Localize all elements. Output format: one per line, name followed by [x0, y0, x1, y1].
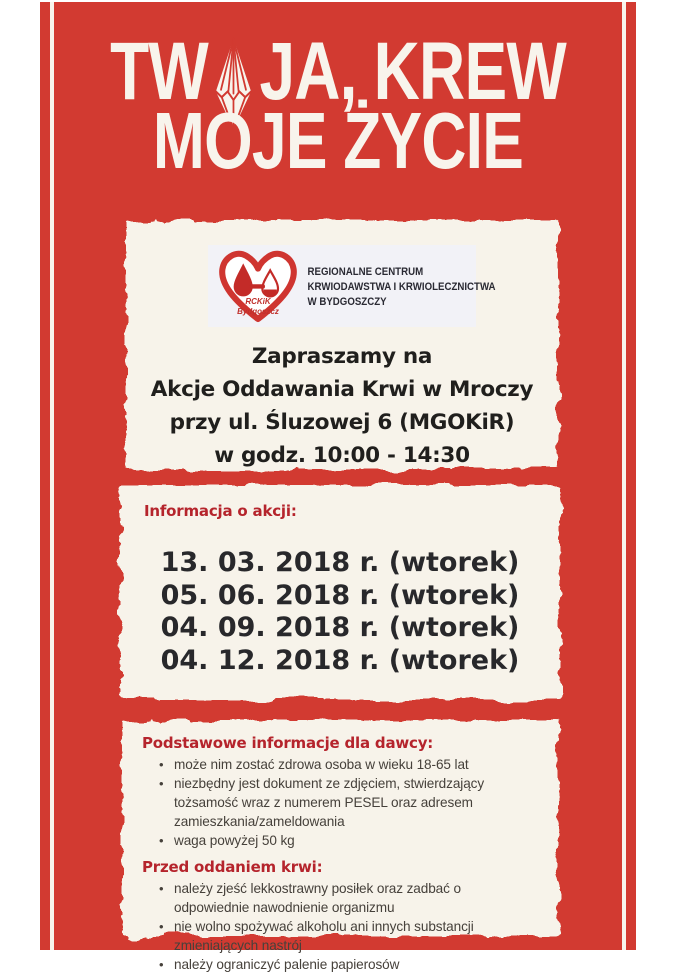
title-line1-pre: TW: [110, 26, 208, 117]
title-line-1: [106, 26, 571, 117]
title-line-2: MOJE ŻYCIE: [152, 96, 524, 185]
action-dates-list: [120, 547, 560, 677]
bullet-item: • należy zjeść lekkostrawny posiłek oraz zadbać o odpowiednie nawodnienie organizmu: [172, 879, 538, 917]
organization-name: [304, 263, 496, 310]
bullet-item: • może nim zostać zdrowa osoba w wieku 18-65 lat: [172, 755, 538, 774]
rckik-heart-logo: [212, 246, 304, 326]
invitation-line: Zapraszamy na: [251, 344, 433, 369]
action-dates-panel: [120, 485, 560, 700]
donor-info-list: [142, 755, 538, 850]
org-name-line: KRWIODAWSTWA I KRWIOLECZNICTWA: [307, 280, 496, 293]
poster-title: [40, 26, 636, 185]
date-item: 05. 06. 2018 r. (wtorek): [160, 579, 520, 611]
org-name-line: REGIONALNE CENTRUM: [307, 265, 424, 278]
invitation-line: Akcje Oddawania Krwi w Mroczy: [150, 377, 534, 402]
org-name-line: W BYDGOSZCZY: [307, 295, 387, 308]
pre-donation-heading: Przed oddaniem krwi:: [142, 858, 323, 876]
logo-caption-rckik: RCKiK: [245, 297, 271, 306]
date-item: 04. 12. 2018 r. (wtorek): [160, 644, 520, 676]
invitation-text: [126, 340, 558, 472]
donor-guidelines-panel: [122, 720, 558, 972]
title-line1-post: JA, KREW: [259, 26, 566, 117]
poster-background: [40, 2, 636, 972]
donor-info-heading: Podstawowe informacje dla dawcy:: [142, 734, 434, 752]
action-info-heading: Informacja o akcji:: [144, 502, 297, 520]
logo-caption-city: Bydgoszcz: [237, 307, 279, 316]
date-item: 04. 09. 2018 r. (wtorek): [160, 612, 520, 643]
rckik-logo-strip: [208, 245, 496, 327]
bullet-item: • nie wolno spożywać alkoholu ani innych substancji zmieniających nastrój: [172, 917, 538, 955]
date-item: 13. 03. 2018 r. (wtorek): [160, 547, 520, 578]
bullet-item: • należy ograniczyć palenie papierosów: [172, 955, 538, 974]
invitation-line: w godz. 10:00 - 14:30: [214, 443, 470, 468]
invitation-line: przy ul. Śluzowej 6 (MGOKiR): [169, 410, 515, 435]
invitation-panel: [126, 220, 558, 470]
bullet-item: • waga powyżej 50 kg: [172, 831, 538, 850]
bullet-item: • niezbędny jest dokument ze zdjęciem, stwierdzający tożsamość wraz z numerem PESEL oraz adresem zamieszkania/zameldowania: [172, 774, 538, 831]
